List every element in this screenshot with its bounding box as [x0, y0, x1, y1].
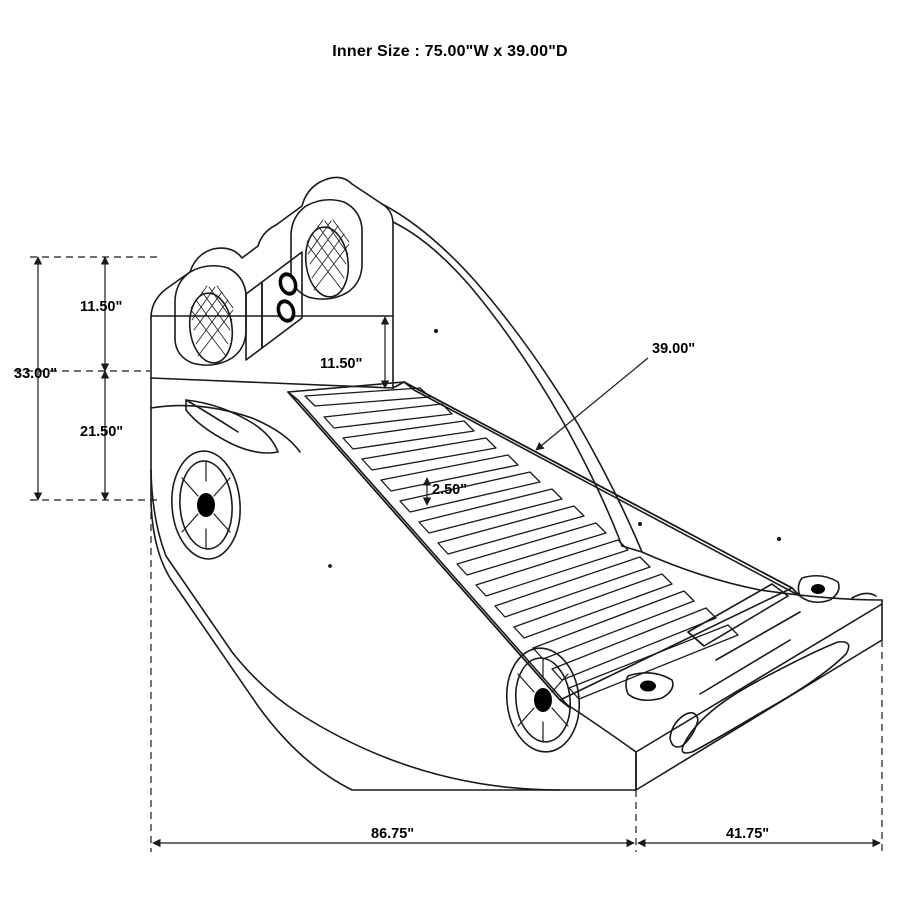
- dimension-label-tail-length: 41.75": [726, 826, 770, 842]
- diagram-title: Inner Size : 75.00"W x 39.00"D: [332, 43, 568, 60]
- dimension-label-main-length: 86.75": [371, 826, 415, 842]
- dimension-label-rail-height: 11.50": [320, 356, 363, 372]
- dimension-label-slat-spacing: 2.50": [432, 482, 468, 498]
- dimension-label-lower-height: 21.50": [80, 424, 124, 440]
- dimension-label-inner-width: 39.00": [652, 341, 696, 357]
- dimension-label-upper-height: 11.50": [80, 299, 123, 315]
- dimension-label-total-height: 33.00": [14, 366, 58, 382]
